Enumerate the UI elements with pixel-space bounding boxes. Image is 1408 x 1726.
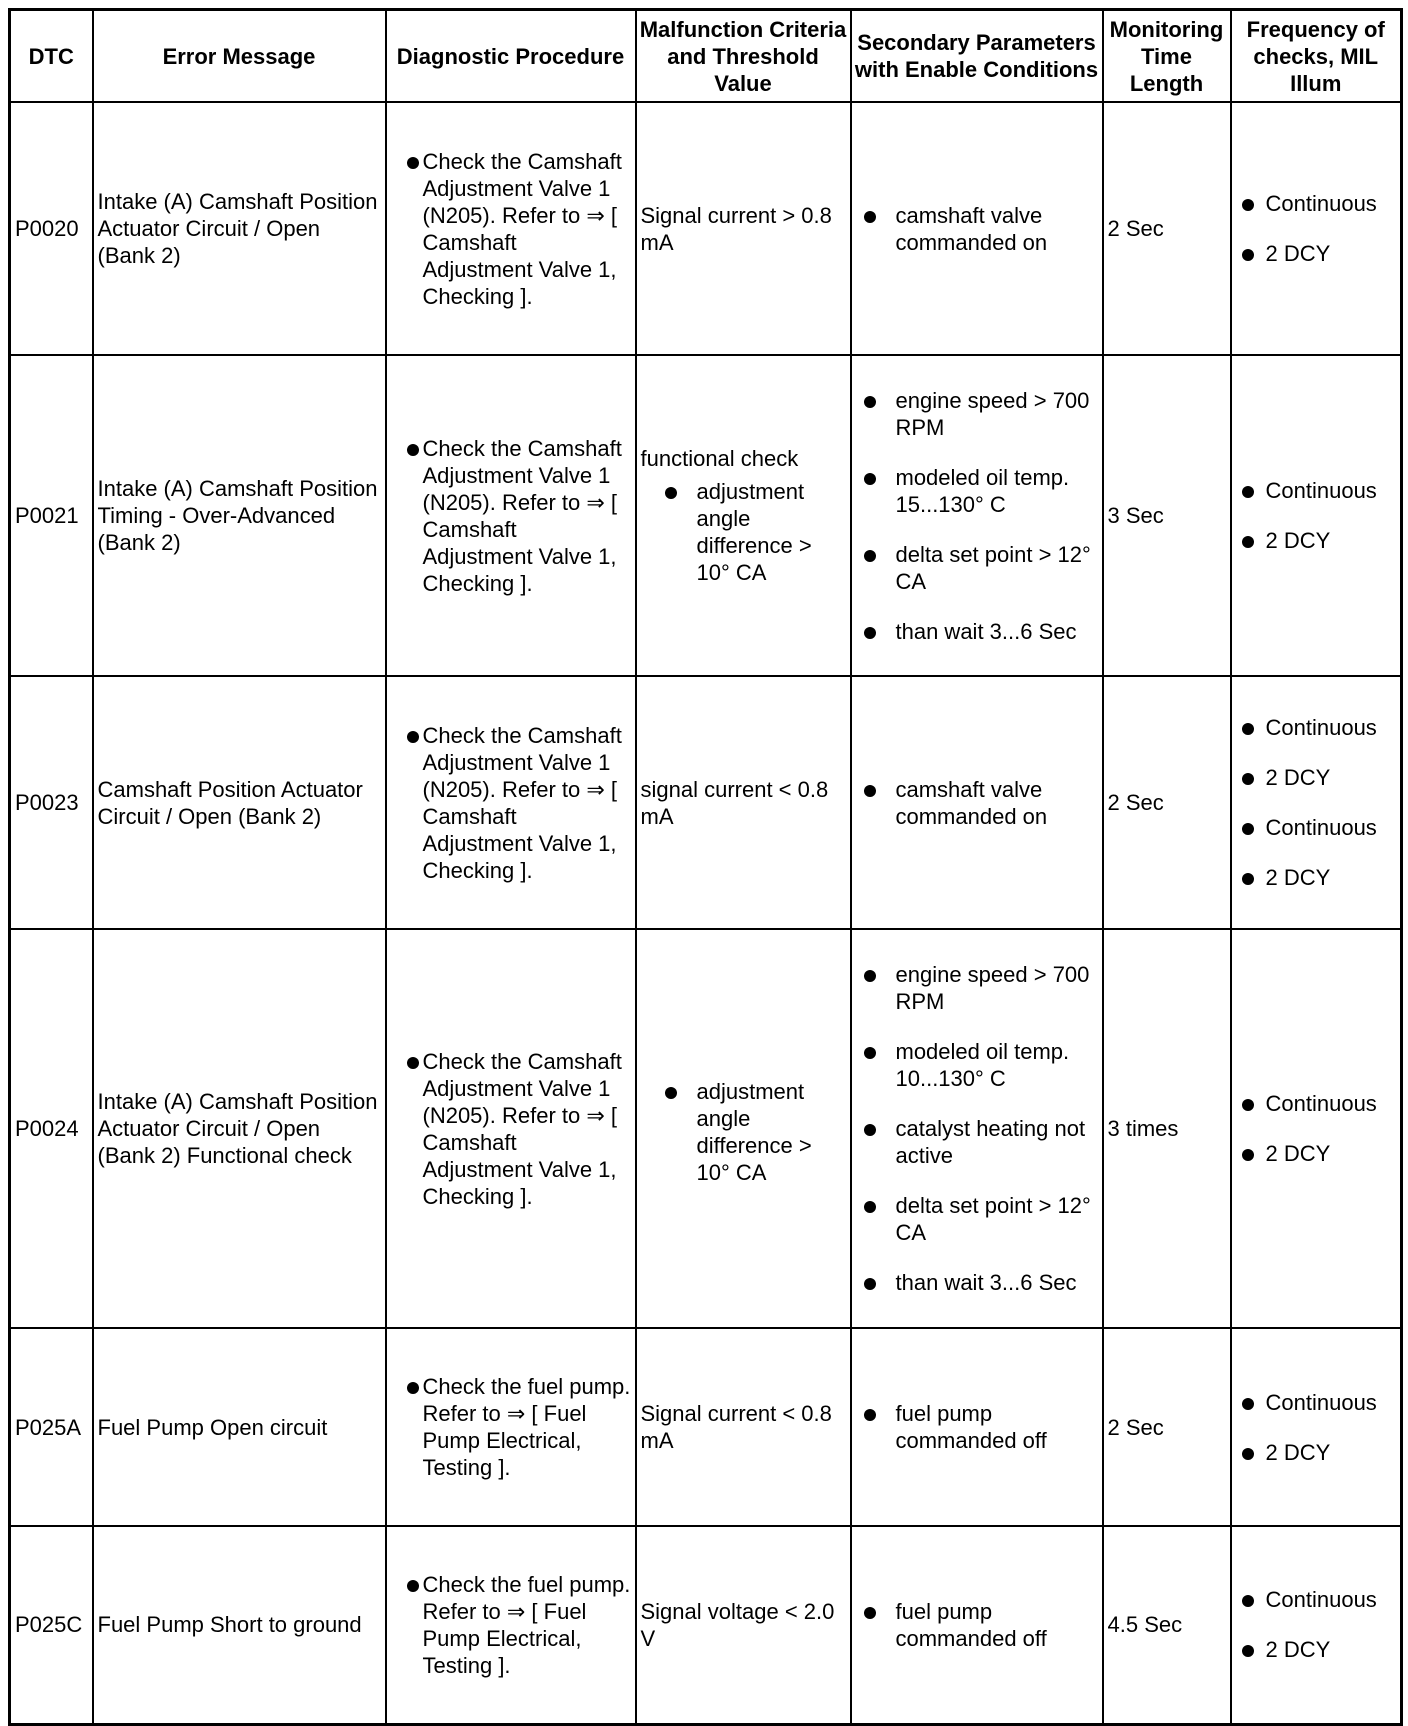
criteria-text: Signal current < 0.8 mA xyxy=(640,1401,832,1453)
frequency-of-checks xyxy=(1231,355,1402,676)
secondary-parameter: fuel pump commanded off xyxy=(856,1400,1098,1454)
secondary-parameter-list xyxy=(856,961,1098,1296)
secondary-parameters xyxy=(851,355,1103,676)
frequency-item: 2 DCY xyxy=(1236,240,1397,267)
diagnostic-step: Check the Camshaft Adjustment Valve 1 (N205). Refer to ⇒ [ Camshaft Adjustment Valve 1, Checking ]. xyxy=(391,722,631,884)
diagnostic-step-list xyxy=(391,435,631,597)
criteria-item: adjustment angle difference > 10° CA xyxy=(657,1078,846,1186)
frequency-item: Continuous xyxy=(1236,477,1397,504)
diagnostic-step: Check the Camshaft Adjustment Valve 1 (N205). Refer to ⇒ [ Camshaft Adjustment Valve 1, Checking ]. xyxy=(391,435,631,597)
frequency-item-list xyxy=(1236,1389,1397,1466)
dtc-code: P0024 xyxy=(10,929,93,1328)
secondary-parameter-list xyxy=(856,1598,1098,1652)
secondary-parameter: than wait 3...6 Sec xyxy=(856,1269,1098,1296)
frequency-item-list xyxy=(1236,190,1397,267)
secondary-parameter: modeled oil temp. 15...130° C xyxy=(856,464,1098,518)
table-body xyxy=(10,102,1402,1724)
secondary-parameter: engine speed > 700 RPM xyxy=(856,961,1098,1015)
diagnostic-step-list xyxy=(391,148,631,310)
secondary-parameters xyxy=(851,102,1103,355)
criteria-item-list xyxy=(657,1078,846,1186)
error-message: Camshaft Position Actuator Circuit / Open (Bank 2) xyxy=(93,676,386,929)
diagnostic-procedure xyxy=(386,676,636,929)
header-error-message: Error Message xyxy=(93,10,386,103)
secondary-parameter: delta set point > 12° CA xyxy=(856,541,1098,595)
frequency-item: Continuous xyxy=(1236,1586,1397,1613)
criteria-bullets xyxy=(641,478,846,586)
monitoring-time: 4.5 Sec xyxy=(1103,1526,1231,1724)
secondary-parameter-list xyxy=(856,1400,1098,1454)
diagnostic-step-list xyxy=(391,722,631,884)
dtc-code: P0023 xyxy=(10,676,93,929)
diagnostic-step-list xyxy=(391,1373,631,1481)
secondary-parameters xyxy=(851,676,1103,929)
diagnostic-procedure xyxy=(386,1526,636,1724)
criteria-item-list xyxy=(657,478,846,586)
error-message: Intake (A) Camshaft Position Actuator Circuit / Open (Bank 2) Functional check xyxy=(93,929,386,1328)
malfunction-criteria xyxy=(636,355,851,676)
diagnostic-step: Check the fuel pump. Refer to ⇒ [ Fuel Pump Electrical, Testing ]. xyxy=(391,1571,631,1679)
malfunction-criteria xyxy=(636,676,851,929)
frequency-item: 2 DCY xyxy=(1236,527,1397,554)
secondary-parameter-list xyxy=(856,387,1098,645)
frequency-item: Continuous xyxy=(1236,714,1397,741)
frequency-of-checks xyxy=(1231,1526,1402,1724)
secondary-parameter: modeled oil temp. 10...130° C xyxy=(856,1038,1098,1092)
secondary-parameter: camshaft valve commanded on xyxy=(856,202,1098,256)
table-row xyxy=(10,929,1402,1328)
header-malfunction-criteria: Malfunction Criteria and Threshold Value xyxy=(636,10,851,103)
frequency-item: 2 DCY xyxy=(1236,864,1397,891)
criteria-bullets xyxy=(641,1078,846,1186)
table-row xyxy=(10,102,1402,355)
dtc-table xyxy=(8,8,1403,1726)
dtc-code: P0020 xyxy=(10,102,93,355)
table-row xyxy=(10,676,1402,929)
secondary-parameter: catalyst heating not active xyxy=(856,1115,1098,1169)
header-diagnostic-procedure: Diagnostic Procedure xyxy=(386,10,636,103)
criteria-text: Signal current > 0.8 mA xyxy=(640,202,832,255)
dtc-code: P025C xyxy=(10,1526,93,1724)
criteria-text: Signal voltage < 2.0 V xyxy=(640,1598,835,1651)
frequency-of-checks xyxy=(1231,1328,1402,1526)
malfunction-criteria xyxy=(636,102,851,355)
header-frequency: Frequency of checks, MIL Illum xyxy=(1231,10,1402,103)
secondary-parameter-list xyxy=(856,776,1098,830)
header-dtc: DTC xyxy=(10,10,93,103)
monitoring-time: 2 Sec xyxy=(1103,102,1231,355)
diagnostic-step-list xyxy=(391,1048,631,1210)
error-message: Intake (A) Camshaft Position Timing - Over-Advanced (Bank 2) xyxy=(93,355,386,676)
frequency-of-checks xyxy=(1231,929,1402,1328)
error-message: Fuel Pump Open circuit xyxy=(93,1328,386,1526)
frequency-item-list xyxy=(1236,1586,1397,1663)
monitoring-time: 2 Sec xyxy=(1103,1328,1231,1526)
frequency-item: Continuous xyxy=(1236,1389,1397,1416)
header-secondary-parameters: Secondary Parameters with Enable Conditions xyxy=(851,10,1103,103)
diagnostic-step: Check the Camshaft Adjustment Valve 1 (N205). Refer to ⇒ [ Camshaft Adjustment Valve 1, Checking ]. xyxy=(391,1048,631,1210)
secondary-parameter: camshaft valve commanded on xyxy=(856,776,1098,830)
frequency-of-checks xyxy=(1231,676,1402,929)
frequency-of-checks xyxy=(1231,102,1402,355)
frequency-item-list xyxy=(1236,714,1397,891)
criteria-text: signal current < 0.8 mA xyxy=(640,776,829,829)
secondary-parameters xyxy=(851,929,1103,1328)
monitoring-time: 2 Sec xyxy=(1103,676,1231,929)
error-message: Fuel Pump Short to ground xyxy=(93,1526,386,1724)
header-row xyxy=(10,10,1402,103)
table-row xyxy=(10,1526,1402,1724)
secondary-parameter: fuel pump commanded off xyxy=(856,1598,1098,1652)
frequency-item: 2 DCY xyxy=(1236,1140,1397,1167)
table-row xyxy=(10,1328,1402,1526)
secondary-parameter-list xyxy=(856,202,1098,256)
monitoring-time: 3 times xyxy=(1103,929,1231,1328)
criteria-item: adjustment angle difference > 10° CA xyxy=(657,478,846,586)
malfunction-criteria xyxy=(636,1328,851,1526)
error-message: Intake (A) Camshaft Position Actuator Circuit / Open (Bank 2) xyxy=(93,102,386,355)
dtc-code: P0021 xyxy=(10,355,93,676)
frequency-item-list xyxy=(1236,1090,1397,1167)
secondary-parameter: engine speed > 700 RPM xyxy=(856,387,1098,441)
monitoring-time: 3 Sec xyxy=(1103,355,1231,676)
dtc-code: P025A xyxy=(10,1328,93,1526)
frequency-item: 2 DCY xyxy=(1236,1636,1397,1663)
diagnostic-step: Check the fuel pump. Refer to ⇒ [ Fuel Pump Electrical, Testing ]. xyxy=(391,1373,631,1481)
secondary-parameter: than wait 3...6 Sec xyxy=(856,618,1098,645)
frequency-item: Continuous xyxy=(1236,814,1397,841)
diagnostic-procedure xyxy=(386,1328,636,1526)
malfunction-criteria xyxy=(636,1526,851,1724)
secondary-parameter: delta set point > 12° CA xyxy=(856,1192,1098,1246)
secondary-parameters xyxy=(851,1526,1103,1724)
diagnostic-procedure xyxy=(386,355,636,676)
criteria-text: functional check xyxy=(640,446,799,471)
frequency-item: 2 DCY xyxy=(1236,764,1397,791)
frequency-item: 2 DCY xyxy=(1236,1439,1397,1466)
frequency-item: Continuous xyxy=(1236,1090,1397,1117)
frequency-item-list xyxy=(1236,477,1397,554)
diagnostic-step-list xyxy=(391,1571,631,1679)
secondary-parameters xyxy=(851,1328,1103,1526)
table-row xyxy=(10,355,1402,676)
frequency-item: Continuous xyxy=(1236,190,1397,217)
diagnostic-procedure xyxy=(386,929,636,1328)
diagnostic-procedure xyxy=(386,102,636,355)
diagnostic-step: Check the Camshaft Adjustment Valve 1 (N205). Refer to ⇒ [ Camshaft Adjustment Valve 1, Checking ]. xyxy=(391,148,631,310)
malfunction-criteria xyxy=(636,929,851,1328)
header-monitoring-time: Monitoring Time Length xyxy=(1103,10,1231,103)
dtc-document xyxy=(8,8,1400,1708)
